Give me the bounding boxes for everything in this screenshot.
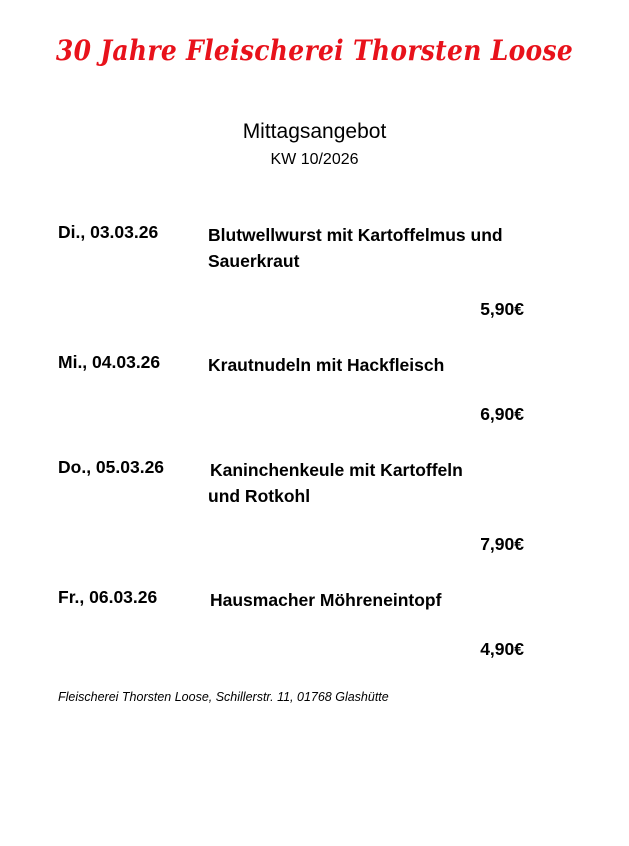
menu-item-dish <box>208 222 538 274</box>
menu-item-price: 4,90€ <box>480 639 524 659</box>
menu-item-date: Di., 03.03.26 <box>58 222 159 242</box>
dish-line: Sauerkraut <box>208 251 300 271</box>
menu-item-dish <box>210 587 540 613</box>
menu-item-date: Do., 05.03.26 <box>58 457 165 477</box>
menu-item-date: Mi., 04.03.26 <box>58 352 161 372</box>
menu-item-wednesday <box>58 352 524 432</box>
dish-line: Hausmacher Möhreneintopf <box>210 590 442 610</box>
menu-item-price: 6,90€ <box>480 404 524 424</box>
dish-line: Blutwellwurst mit Kartoffelmus und <box>208 225 503 245</box>
dish-line: Kaninchenkeule mit Kartoffeln <box>210 460 463 480</box>
menu-item-date: Fr., 06.03.26 <box>58 587 158 607</box>
footer-address: Fleischerei Thorsten Loose, Schillerstr. 11, 01768 Glashütte <box>58 690 389 704</box>
menu-item-dish <box>208 352 538 378</box>
dish-line: und Rotkohl <box>208 486 311 506</box>
anniversary-banner: 30 Jahre Fleischerei Thorsten Loose <box>55 34 574 67</box>
menu-item-price: 7,90€ <box>480 534 524 554</box>
menu-item-dish <box>210 457 540 509</box>
menu-item-price: 5,90€ <box>480 299 524 319</box>
calendar-week: KW 10/2026 <box>270 151 359 168</box>
dish-line: Krautnudeln mit Hackfleisch <box>208 355 445 375</box>
page-title: Mittagsangebot <box>242 120 387 143</box>
menu-item-tuesday <box>58 222 524 322</box>
menu-item-friday <box>58 587 524 667</box>
menu-item-thursday <box>58 457 524 557</box>
